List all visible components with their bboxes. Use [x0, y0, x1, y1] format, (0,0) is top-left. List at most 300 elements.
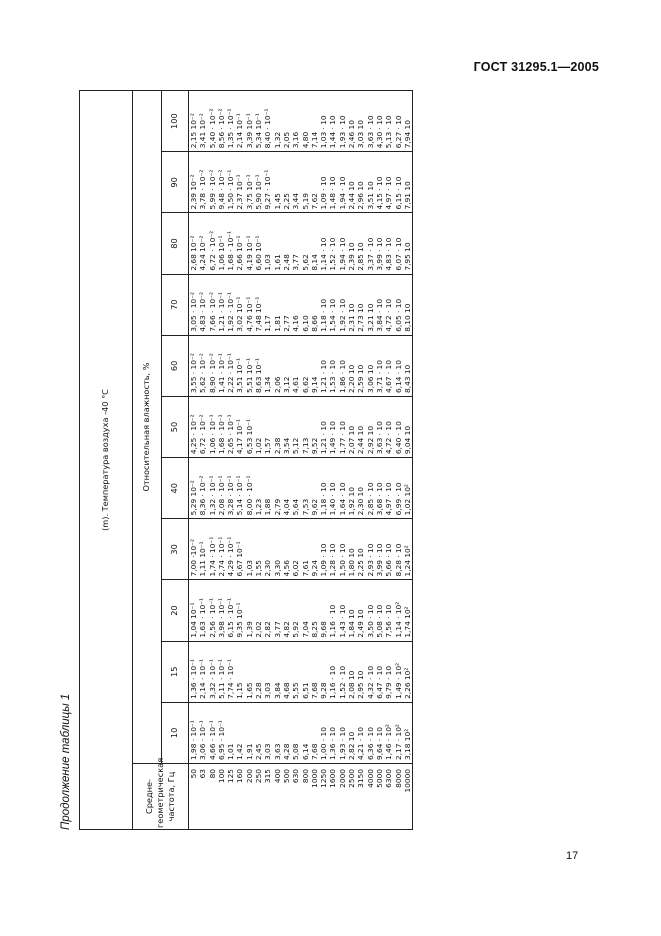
continuation-label: Продолжение таблицы 1 — [60, 693, 72, 830]
value-cell: 3,75 10⁻¹ — [245, 152, 254, 213]
value-cell: 9,14 — [310, 335, 319, 396]
value-cell: 7,48 10⁻¹ — [254, 274, 263, 335]
value-cell: 2,05 — [282, 91, 291, 152]
value-cell: 3,68 · 10 — [375, 458, 384, 519]
frequency-cell: 160 — [235, 764, 244, 830]
value-cell: 9,68 — [319, 580, 328, 641]
value-cell: 1,32 — [273, 91, 282, 152]
value-cell: 7,91 10 — [403, 152, 413, 213]
value-cell: 1,92 10 — [347, 458, 356, 519]
value-cell: 6,05 · 10 — [394, 274, 403, 335]
value-cell: 1,16 · 10 — [328, 641, 337, 702]
value-cell: 2,93 · 10 — [366, 519, 375, 580]
value-cell: 2,77 — [282, 274, 291, 335]
value-cell: 3,98 · 10⁻¹ — [217, 580, 226, 641]
value-cell: 4,97 · 10 — [384, 458, 393, 519]
value-cell: 1,52 · 10 — [328, 213, 337, 274]
rotated-table-block — [55, 90, 544, 830]
value-cell: 2,45 — [254, 702, 263, 763]
value-cell: 1,00 · 10 — [319, 702, 328, 763]
value-cell: 1,52 · 10 — [338, 641, 347, 702]
value-cell: 2,22 · 10⁻¹ — [226, 335, 235, 396]
value-cell: 8,63 10⁻¹ — [254, 335, 263, 396]
table-row — [328, 91, 337, 830]
value-cell: 1,16 · 10 — [328, 580, 337, 641]
value-cell: 2,39 10⁻² — [189, 152, 199, 213]
value-cell: 4,83 · 10⁻² — [198, 274, 207, 335]
value-cell: 2,30 10 — [356, 458, 365, 519]
value-cell: 6,51 — [301, 641, 310, 702]
value-cell: 3,63 — [273, 702, 282, 763]
value-cell: 7,74 · 10⁻¹ — [226, 641, 235, 702]
value-cell: 3,05 · 10⁻² — [189, 274, 199, 335]
value-cell: 4,24 10⁻² — [198, 213, 207, 274]
frequency-cell: 5000 — [375, 764, 384, 830]
table-row — [282, 91, 291, 830]
table-row — [338, 91, 347, 830]
table-row — [366, 91, 375, 830]
value-cell: 6,62 — [301, 335, 310, 396]
value-cell: 9,04 10 — [403, 396, 413, 457]
value-cell: 1,77 · 10 — [338, 396, 347, 457]
value-cell: 1,49 · 10² — [394, 641, 403, 702]
value-cell: 4,32 · 10 — [366, 641, 375, 702]
value-cell: 1,03 · 10 — [319, 91, 328, 152]
value-cell: 2,65 · 10⁻¹ — [226, 396, 235, 457]
value-cell: 3,03 — [263, 641, 272, 702]
value-cell: 1,41 · 10⁻¹ — [217, 335, 226, 396]
humidity-level-header: 100 — [162, 91, 189, 152]
value-cell: 1,09 · 10 — [319, 152, 328, 213]
humidity-level-header: 80 — [162, 213, 189, 274]
value-cell: 5,99 · 10⁻² — [208, 152, 217, 213]
value-cell: 5,08 · 10 — [375, 580, 384, 641]
value-cell: 4,17 10⁻¹ — [235, 396, 244, 457]
value-cell: 2,08 10 — [347, 641, 356, 702]
value-cell: 3,28 · 10⁻¹ — [226, 458, 235, 519]
humidity-level-header: 15 — [162, 641, 189, 702]
value-cell: 3,77 — [291, 213, 300, 274]
value-cell: 3,63 · 10 — [366, 91, 375, 152]
value-cell: 1,74 10² — [403, 580, 413, 641]
value-cell: 5,64 — [291, 458, 300, 519]
value-cell: 1,18 · 10 — [319, 274, 328, 335]
value-cell: 2,06 — [273, 335, 282, 396]
humidity-level-header: 30 — [162, 519, 189, 580]
value-cell: 6,53 10⁻¹ — [245, 396, 254, 457]
value-cell: 5,29 10⁻² — [189, 458, 199, 519]
value-cell: 3,44 — [291, 152, 300, 213]
value-cell: 6,15 · 10 — [394, 152, 403, 213]
table-row — [375, 91, 384, 830]
frequency-cell: 200 — [245, 764, 254, 830]
value-cell: 1,92 · 10⁻¹ — [226, 274, 235, 335]
value-cell: 6,36 · 10 — [366, 702, 375, 763]
value-cell: 2,02 — [254, 580, 263, 641]
humidity-caption: Относительная влажность, % — [133, 91, 162, 764]
value-cell: 5,12 — [291, 396, 300, 457]
value-cell: 9,79 · 10 — [384, 641, 393, 702]
frequency-cell: 400 — [273, 764, 282, 830]
humidity-level-header: 20 — [162, 580, 189, 641]
value-cell: 1,46 · 10² — [384, 702, 393, 763]
value-cell: 1,98 · 10⁻¹ — [189, 702, 199, 763]
value-cell: 2,44 10 — [356, 396, 365, 457]
value-cell: 5,14 · 10⁻¹ — [235, 458, 244, 519]
value-cell: 6,27 · 10 — [394, 91, 403, 152]
value-cell: 1,54 · 10 — [328, 274, 337, 335]
value-cell: 1,92 · 10 — [338, 274, 347, 335]
table-row — [263, 91, 272, 830]
table-row — [301, 91, 310, 830]
value-cell: 2,74 · 10⁻¹ — [217, 519, 226, 580]
frequency-header: Средне- геометрическая частота, Гц — [133, 764, 189, 830]
frequency-cell: 10000 — [403, 764, 413, 830]
frequency-cell: 125 — [226, 764, 235, 830]
value-cell: 3,63 · 10 — [375, 396, 384, 457]
value-cell: 7,95 10 — [403, 213, 413, 274]
value-cell: 1,35 · 10⁻¹ — [226, 91, 235, 152]
value-cell: 3,77 — [273, 580, 282, 641]
frequency-cell: 50 — [189, 764, 199, 830]
value-cell: 2,38 — [273, 396, 282, 457]
attenuation-table — [79, 90, 413, 830]
frequency-cell: 1000 — [310, 764, 319, 830]
value-cell: 4,21 · 10 — [356, 702, 365, 763]
value-cell: 1,50 · 10⁻¹ — [226, 152, 235, 213]
value-cell: 4,72 · 10 — [384, 274, 393, 335]
value-cell: 1,03 — [263, 213, 272, 274]
value-cell: 1,21 · 10 — [319, 335, 328, 396]
value-cell: 1,55 — [254, 519, 263, 580]
value-cell: 2,08 · 10⁻¹ — [217, 458, 226, 519]
frequency-cell: 6300 — [384, 764, 393, 830]
value-cell: 1,17 — [263, 274, 272, 335]
value-cell: 6,02 — [291, 519, 300, 580]
page-number: 17 — [566, 850, 579, 862]
value-cell: 2,46 10 — [347, 91, 356, 152]
humidity-level-header: 10 — [162, 702, 189, 763]
value-cell: 7,68 — [310, 702, 319, 763]
value-cell: 1,44 · 10 — [328, 91, 337, 152]
table-row — [291, 91, 300, 830]
value-cell: 5,62 · 10⁻² — [198, 335, 207, 396]
value-cell: 3,30 — [273, 519, 282, 580]
value-cell: 3,54 — [282, 396, 291, 457]
value-cell: 1,94 · 10 — [338, 152, 347, 213]
value-cell: 9,62 — [310, 458, 319, 519]
value-cell: 2,59 10 — [356, 335, 365, 396]
frequency-cell: 2000 — [338, 764, 347, 830]
value-cell: 1,81 — [273, 274, 282, 335]
value-cell: 2,25 10 — [356, 519, 365, 580]
frequency-cell: 8000 — [394, 764, 403, 830]
value-cell: 5,13 · 10 — [384, 91, 393, 152]
value-cell: 9,35 10⁻¹ — [235, 580, 244, 641]
value-cell: 6,14 — [301, 702, 310, 763]
value-cell: 7,68 — [310, 641, 319, 702]
value-cell: 1,94 · 10 — [338, 213, 347, 274]
value-cell: 1,68 · 10⁻¹ — [217, 396, 226, 457]
value-cell: 5,08 — [291, 702, 300, 763]
value-cell: 3,16 — [291, 91, 300, 152]
value-cell: 3,51 10⁻¹ — [235, 335, 244, 396]
frequency-cell: 80 — [208, 764, 217, 830]
value-cell: 5,40 · 10⁻² — [208, 91, 217, 152]
value-cell: 3,39 10⁻¹ — [245, 91, 254, 152]
value-cell: 4,04 — [282, 458, 291, 519]
value-cell: 5,55 — [291, 641, 300, 702]
value-cell: 7,14 — [310, 91, 319, 152]
value-cell: 1,63 · 10⁻¹ — [198, 580, 207, 641]
table-row — [245, 91, 254, 830]
humidity-level-header: 70 — [162, 274, 189, 335]
value-cell: 4,68 — [282, 641, 291, 702]
value-cell: 1,21 · 10⁻¹ — [217, 274, 226, 335]
value-cell: 8,40 · 10⁻¹ — [263, 91, 272, 152]
value-cell: 3,12 — [282, 335, 291, 396]
frequency-cell: 4000 — [366, 764, 375, 830]
value-cell: 6,07 · 10 — [394, 213, 403, 274]
value-cell: 6,72 · 10⁻² — [208, 213, 217, 274]
value-cell: 1,93 · 10 — [338, 702, 347, 763]
frequency-cell: 630 — [291, 764, 300, 830]
value-cell: 4,16 — [291, 274, 300, 335]
value-cell: 1,40 · 10 — [328, 458, 337, 519]
value-cell: 1,32 · 10⁻¹ — [208, 458, 217, 519]
value-cell: 6,99 · 10 — [394, 458, 403, 519]
value-cell: 8,66 — [310, 274, 319, 335]
temperature-caption: (m). Температура воздуха -40 °С — [80, 91, 133, 830]
table-row — [226, 91, 235, 830]
value-cell: 6,15 · 10⁻¹ — [226, 580, 235, 641]
value-cell: 7,94 10 — [403, 91, 413, 152]
value-cell: 1,28 · 10 — [328, 519, 337, 580]
table-row — [208, 91, 217, 830]
value-cell: 1,88 — [263, 458, 272, 519]
value-cell: 1,91 — [245, 702, 254, 763]
value-cell: 1,53 · 10 — [328, 335, 337, 396]
value-cell: 1,49 · 10 — [328, 396, 337, 457]
value-cell: 2,15 10⁻² — [189, 91, 199, 152]
value-cell: 6,60 10⁻¹ — [254, 213, 263, 274]
value-cell: 5,19 — [301, 152, 310, 213]
value-cell: 2,26 10² — [403, 641, 413, 702]
table-row — [198, 91, 207, 830]
value-cell: 3,41 10⁻² — [198, 91, 207, 152]
value-cell: 1,18 · 10 — [319, 458, 328, 519]
value-cell: 2,25 — [282, 152, 291, 213]
frequency-cell: 100 — [217, 764, 226, 830]
value-cell: 2,30 — [263, 519, 272, 580]
value-cell: 7,13 — [301, 396, 310, 457]
value-cell: 8,28 · 10 — [394, 519, 403, 580]
value-cell: 9,24 — [310, 519, 319, 580]
value-cell: 1,09 · 10 — [319, 519, 328, 580]
humidity-level-header: 50 — [162, 396, 189, 457]
value-cell: 1,03 — [245, 519, 254, 580]
value-cell: 3,71 · 10 — [375, 335, 384, 396]
value-cell: 3,55 · 10⁻² — [189, 335, 199, 396]
value-cell: 5,62 — [301, 213, 310, 274]
value-cell: 1,11 10⁻¹ — [198, 519, 207, 580]
value-cell: 1,14 · 10 — [319, 213, 328, 274]
frequency-cell: 2500 — [347, 764, 356, 830]
value-cell: 3,84 — [273, 641, 282, 702]
value-cell: 1,36 · 10⁻¹ — [189, 641, 199, 702]
value-cell: 3,03 — [263, 702, 272, 763]
value-cell: 2,07 10 — [347, 396, 356, 457]
value-cell: 4,25 · 10⁻² — [189, 396, 199, 457]
value-cell: 2,14 · 10⁻¹ — [198, 641, 207, 702]
value-cell: 4,66 · 10⁻¹ — [208, 702, 217, 763]
value-cell: 3,21 10 — [366, 274, 375, 335]
humidity-level-header: 40 — [162, 458, 189, 519]
value-cell: 1,14 · 10² — [394, 580, 403, 641]
value-cell: 2,92 10 — [366, 396, 375, 457]
value-cell: 4,76 10⁻¹ — [245, 274, 254, 335]
value-cell: 9,28 — [319, 641, 328, 702]
value-cell: 3,02 10⁻¹ — [235, 274, 244, 335]
value-cell: 4,82 — [282, 580, 291, 641]
value-cell: 7,00 ·10⁻² — [189, 519, 199, 580]
table-row — [384, 91, 393, 830]
value-cell: 2,49 10 — [356, 580, 365, 641]
frequency-cell: 1600 — [328, 764, 337, 830]
value-cell: 2,20 10 — [347, 335, 356, 396]
value-cell: 1,86 · 10 — [338, 335, 347, 396]
value-cell: 2,56 · 10⁻¹ — [208, 580, 217, 641]
value-cell: 2,82 — [263, 580, 272, 641]
value-cell: 1,42 — [235, 702, 244, 763]
value-cell: 1,68 · 10⁻¹ — [226, 213, 235, 274]
value-cell: 1,39 — [245, 580, 254, 641]
frequency-cell: 500 — [282, 764, 291, 830]
value-cell: 3,51 10 — [366, 152, 375, 213]
value-cell: 1,34 — [263, 335, 272, 396]
value-cell: 4,56 — [282, 519, 291, 580]
value-cell: 1,01 — [226, 702, 235, 763]
value-cell: 9,27 · 10⁻¹ — [263, 152, 272, 213]
value-cell: 1,45 — [273, 152, 282, 213]
value-cell: 2,66 10⁻¹ — [235, 213, 244, 274]
value-cell: 1,06 10⁻¹ — [217, 213, 226, 274]
value-cell: 2,31 10 — [347, 274, 356, 335]
table-row — [394, 91, 403, 830]
value-cell: 1,36 · 10 — [328, 702, 337, 763]
value-cell: 8,56 · 10⁻² — [217, 91, 226, 152]
value-cell: 3,03 10 — [356, 91, 365, 152]
value-cell: 4,19 10⁻¹ — [245, 213, 254, 274]
value-cell: 2,68 10⁻² — [189, 213, 199, 274]
value-cell: 1,02 — [254, 396, 263, 457]
value-cell: 1,50 · 10 — [338, 519, 347, 580]
table-row — [217, 91, 226, 830]
value-cell: 3,06 10 — [366, 335, 375, 396]
frequency-cell: 800 — [301, 764, 310, 830]
value-cell: 3,99 · 10 — [375, 213, 384, 274]
value-cell: 7,66 · 10⁻² — [208, 274, 217, 335]
value-cell: 1,64 · 10 — [338, 458, 347, 519]
value-cell: 5,11 · 10⁻¹ — [217, 641, 226, 702]
value-cell: 9,64 · 10 — [375, 702, 384, 763]
value-cell: 2,95 10 — [356, 641, 365, 702]
value-cell: 2,17 · 10² — [394, 702, 403, 763]
value-cell: 1,61 — [273, 213, 282, 274]
value-cell: 8,36 · 10⁻² — [198, 458, 207, 519]
value-cell: 9,48 · 10⁻² — [217, 152, 226, 213]
value-cell: 2,73 10 — [356, 274, 365, 335]
table-row — [273, 91, 282, 830]
value-cell: 6,40 · 10 — [394, 396, 403, 457]
value-cell: 1,43 · 10 — [338, 580, 347, 641]
value-cell: 3,37 · 10 — [366, 213, 375, 274]
value-cell: 4,83 · 10 — [384, 213, 393, 274]
table-row — [235, 91, 244, 830]
value-cell: 5,51 10⁻¹ — [245, 335, 254, 396]
table-row — [254, 91, 263, 830]
value-cell: 2,44 10 — [347, 152, 356, 213]
value-cell: 1,21 · 10 — [319, 396, 328, 457]
value-cell: 1,84 10 — [347, 580, 356, 641]
value-cell: 1,48 · 10 — [328, 152, 337, 213]
value-cell: 9,52 — [310, 396, 319, 457]
table-row — [319, 91, 328, 830]
value-cell: 3,50 · 10 — [366, 580, 375, 641]
value-cell: 7,53 — [301, 458, 310, 519]
value-cell: 2,79 — [273, 458, 282, 519]
value-cell: 8,14 — [310, 213, 319, 274]
value-cell: 4,72 · 10 — [384, 396, 393, 457]
frequency-cell: 3150 — [356, 764, 365, 830]
value-cell: 6,10 — [301, 274, 310, 335]
table-row — [403, 91, 413, 830]
value-cell: 1,23 — [254, 458, 263, 519]
table-row — [189, 91, 199, 830]
value-cell: 7,61 — [301, 519, 310, 580]
value-cell: 8,00 · 10⁻¹ — [245, 458, 254, 519]
value-cell: 4,30 · 10 — [375, 91, 384, 152]
value-cell: 2,48 — [282, 213, 291, 274]
value-cell: 1,24 10² — [403, 519, 413, 580]
table-row — [310, 91, 319, 830]
value-cell: 5,66 · 10 — [384, 519, 393, 580]
value-cell: 8,90 · 10⁻² — [208, 335, 217, 396]
value-cell: 4,67 · 10 — [384, 335, 393, 396]
value-cell: 2,85 · 10 — [366, 458, 375, 519]
value-cell: 2,96 10 — [356, 152, 365, 213]
value-cell: 2,82 10 — [347, 702, 356, 763]
value-cell: 1,06 · 10⁻¹ — [208, 396, 217, 457]
value-cell: 2,85 10 — [356, 213, 365, 274]
humidity-levels-row — [162, 91, 189, 830]
value-cell: 8,10 10 — [403, 274, 413, 335]
value-cell: 4,97 · 10 — [384, 152, 393, 213]
value-cell: 6,72 · 10⁻² — [198, 396, 207, 457]
humidity-level-header: 60 — [162, 335, 189, 396]
value-cell: 4,29 · 10⁻¹ — [226, 519, 235, 580]
value-cell: 4,61 — [291, 335, 300, 396]
value-cell: 1,80 10 — [347, 519, 356, 580]
value-cell: 1,74 · 10⁻¹ — [208, 519, 217, 580]
value-cell: 1,15 — [235, 641, 244, 702]
value-cell: 1,93 · 10 — [338, 91, 347, 152]
value-cell: 4,28 — [282, 702, 291, 763]
value-cell: 4,80 — [301, 91, 310, 152]
value-cell: 8,43 10 — [403, 335, 413, 396]
value-cell: 4,15 · 10 — [375, 152, 384, 213]
table-row — [347, 91, 356, 830]
